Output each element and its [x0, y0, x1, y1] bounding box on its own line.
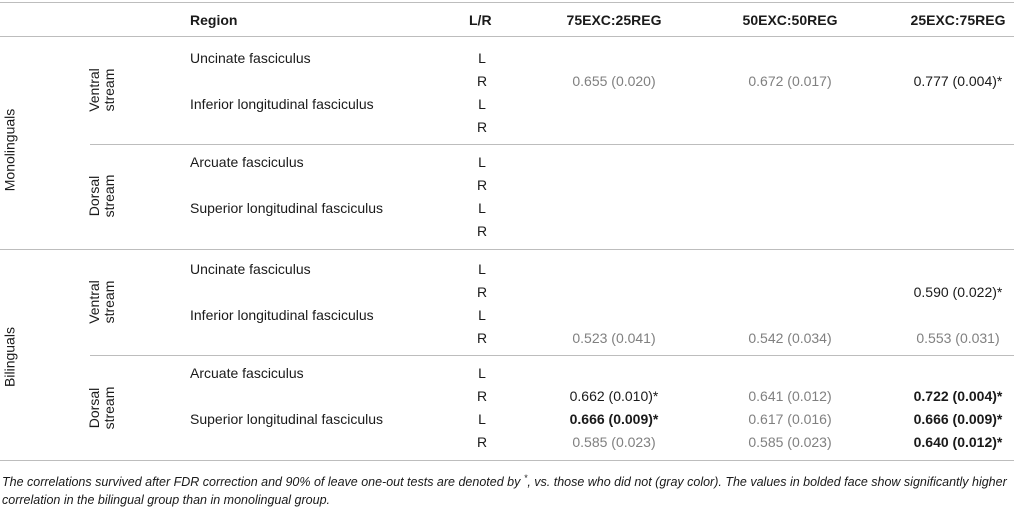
- value-cell: 0.662 (0.010)*: [569, 388, 659, 404]
- header-region: Region: [190, 12, 238, 28]
- header-75exc: 75EXC:25REG: [566, 12, 662, 28]
- top-rule: [0, 2, 1014, 3]
- side-label: R: [476, 177, 488, 193]
- value-cell: 0.640 (0.012)*: [913, 434, 1003, 450]
- value-cell: 0.585 (0.023): [748, 434, 832, 450]
- group-bilinguals: Bilinguals: [1, 327, 18, 387]
- value-cell: 0.542 (0.034): [748, 330, 832, 346]
- value-cell: 0.672 (0.017): [748, 73, 832, 89]
- side-label: L: [478, 307, 486, 323]
- value-cell: 0.666 (0.009)*: [913, 411, 1003, 427]
- value-cell: 0.617 (0.016): [748, 411, 832, 427]
- value-cell: 0.777 (0.004)*: [913, 73, 1003, 89]
- region-uncinate: Uncinate fasciculus: [190, 50, 311, 66]
- region-inferior-longitudinal: Inferior longitudinal fasciculus: [190, 96, 374, 112]
- side-label: R: [476, 284, 488, 300]
- side-label: L: [478, 365, 486, 381]
- value-cell: 0.585 (0.023): [572, 434, 656, 450]
- group-monolinguals: Monolinguals: [1, 108, 18, 192]
- header-25exc: 25EXC:75REG: [910, 12, 1006, 28]
- bottom-rule: [0, 460, 1014, 461]
- group-divider: [0, 249, 1014, 250]
- table-footnote: The correlations survived after FDR correction and 90% of leave one-out tests are denoted by *, vs. those who did not (gray color). The values in bolded face show significantly higher correlation in the bilingual group than in monolingual group.: [2, 473, 1007, 508]
- header-lr: L/R: [469, 12, 492, 28]
- bi-ventral-stream: Ventral stream: [86, 280, 117, 324]
- region-superior-longitudinal: Superior longitudinal fasciculus: [190, 411, 383, 427]
- header-rule: [0, 36, 1014, 37]
- side-label: L: [478, 200, 486, 216]
- side-label: R: [476, 434, 488, 450]
- value-cell: 0.666 (0.009)*: [569, 411, 659, 427]
- value-cell: 0.523 (0.041): [572, 330, 656, 346]
- header-50exc: 50EXC:50REG: [742, 12, 838, 28]
- region-superior-longitudinal: Superior longitudinal fasciculus: [190, 200, 383, 216]
- mono-dorsal-stream: Dorsal stream: [86, 174, 117, 218]
- side-label: R: [476, 73, 488, 89]
- region-arcuate: Arcuate fasciculus: [190, 154, 304, 170]
- value-cell: 0.722 (0.004)*: [913, 388, 1003, 404]
- value-cell: 0.590 (0.022)*: [913, 284, 1003, 300]
- side-label: L: [478, 154, 486, 170]
- side-label: R: [476, 223, 488, 239]
- side-label: L: [478, 261, 486, 277]
- side-label: R: [476, 388, 488, 404]
- mono-stream-divider: [90, 144, 1014, 145]
- side-label: L: [478, 411, 486, 427]
- side-label: L: [478, 96, 486, 112]
- region-uncinate: Uncinate fasciculus: [190, 261, 311, 277]
- bi-dorsal-stream: Dorsal stream: [86, 386, 117, 430]
- region-arcuate: Arcuate fasciculus: [190, 365, 304, 381]
- bi-stream-divider: [90, 355, 1014, 356]
- side-label: R: [476, 330, 488, 346]
- value-cell: 0.641 (0.012): [748, 388, 832, 404]
- region-inferior-longitudinal: Inferior longitudinal fasciculus: [190, 307, 374, 323]
- side-label: R: [476, 119, 488, 135]
- value-cell: 0.553 (0.031): [916, 330, 1000, 346]
- value-cell: 0.655 (0.020): [572, 73, 656, 89]
- side-label: L: [478, 50, 486, 66]
- mono-ventral-stream: Ventral stream: [86, 68, 117, 112]
